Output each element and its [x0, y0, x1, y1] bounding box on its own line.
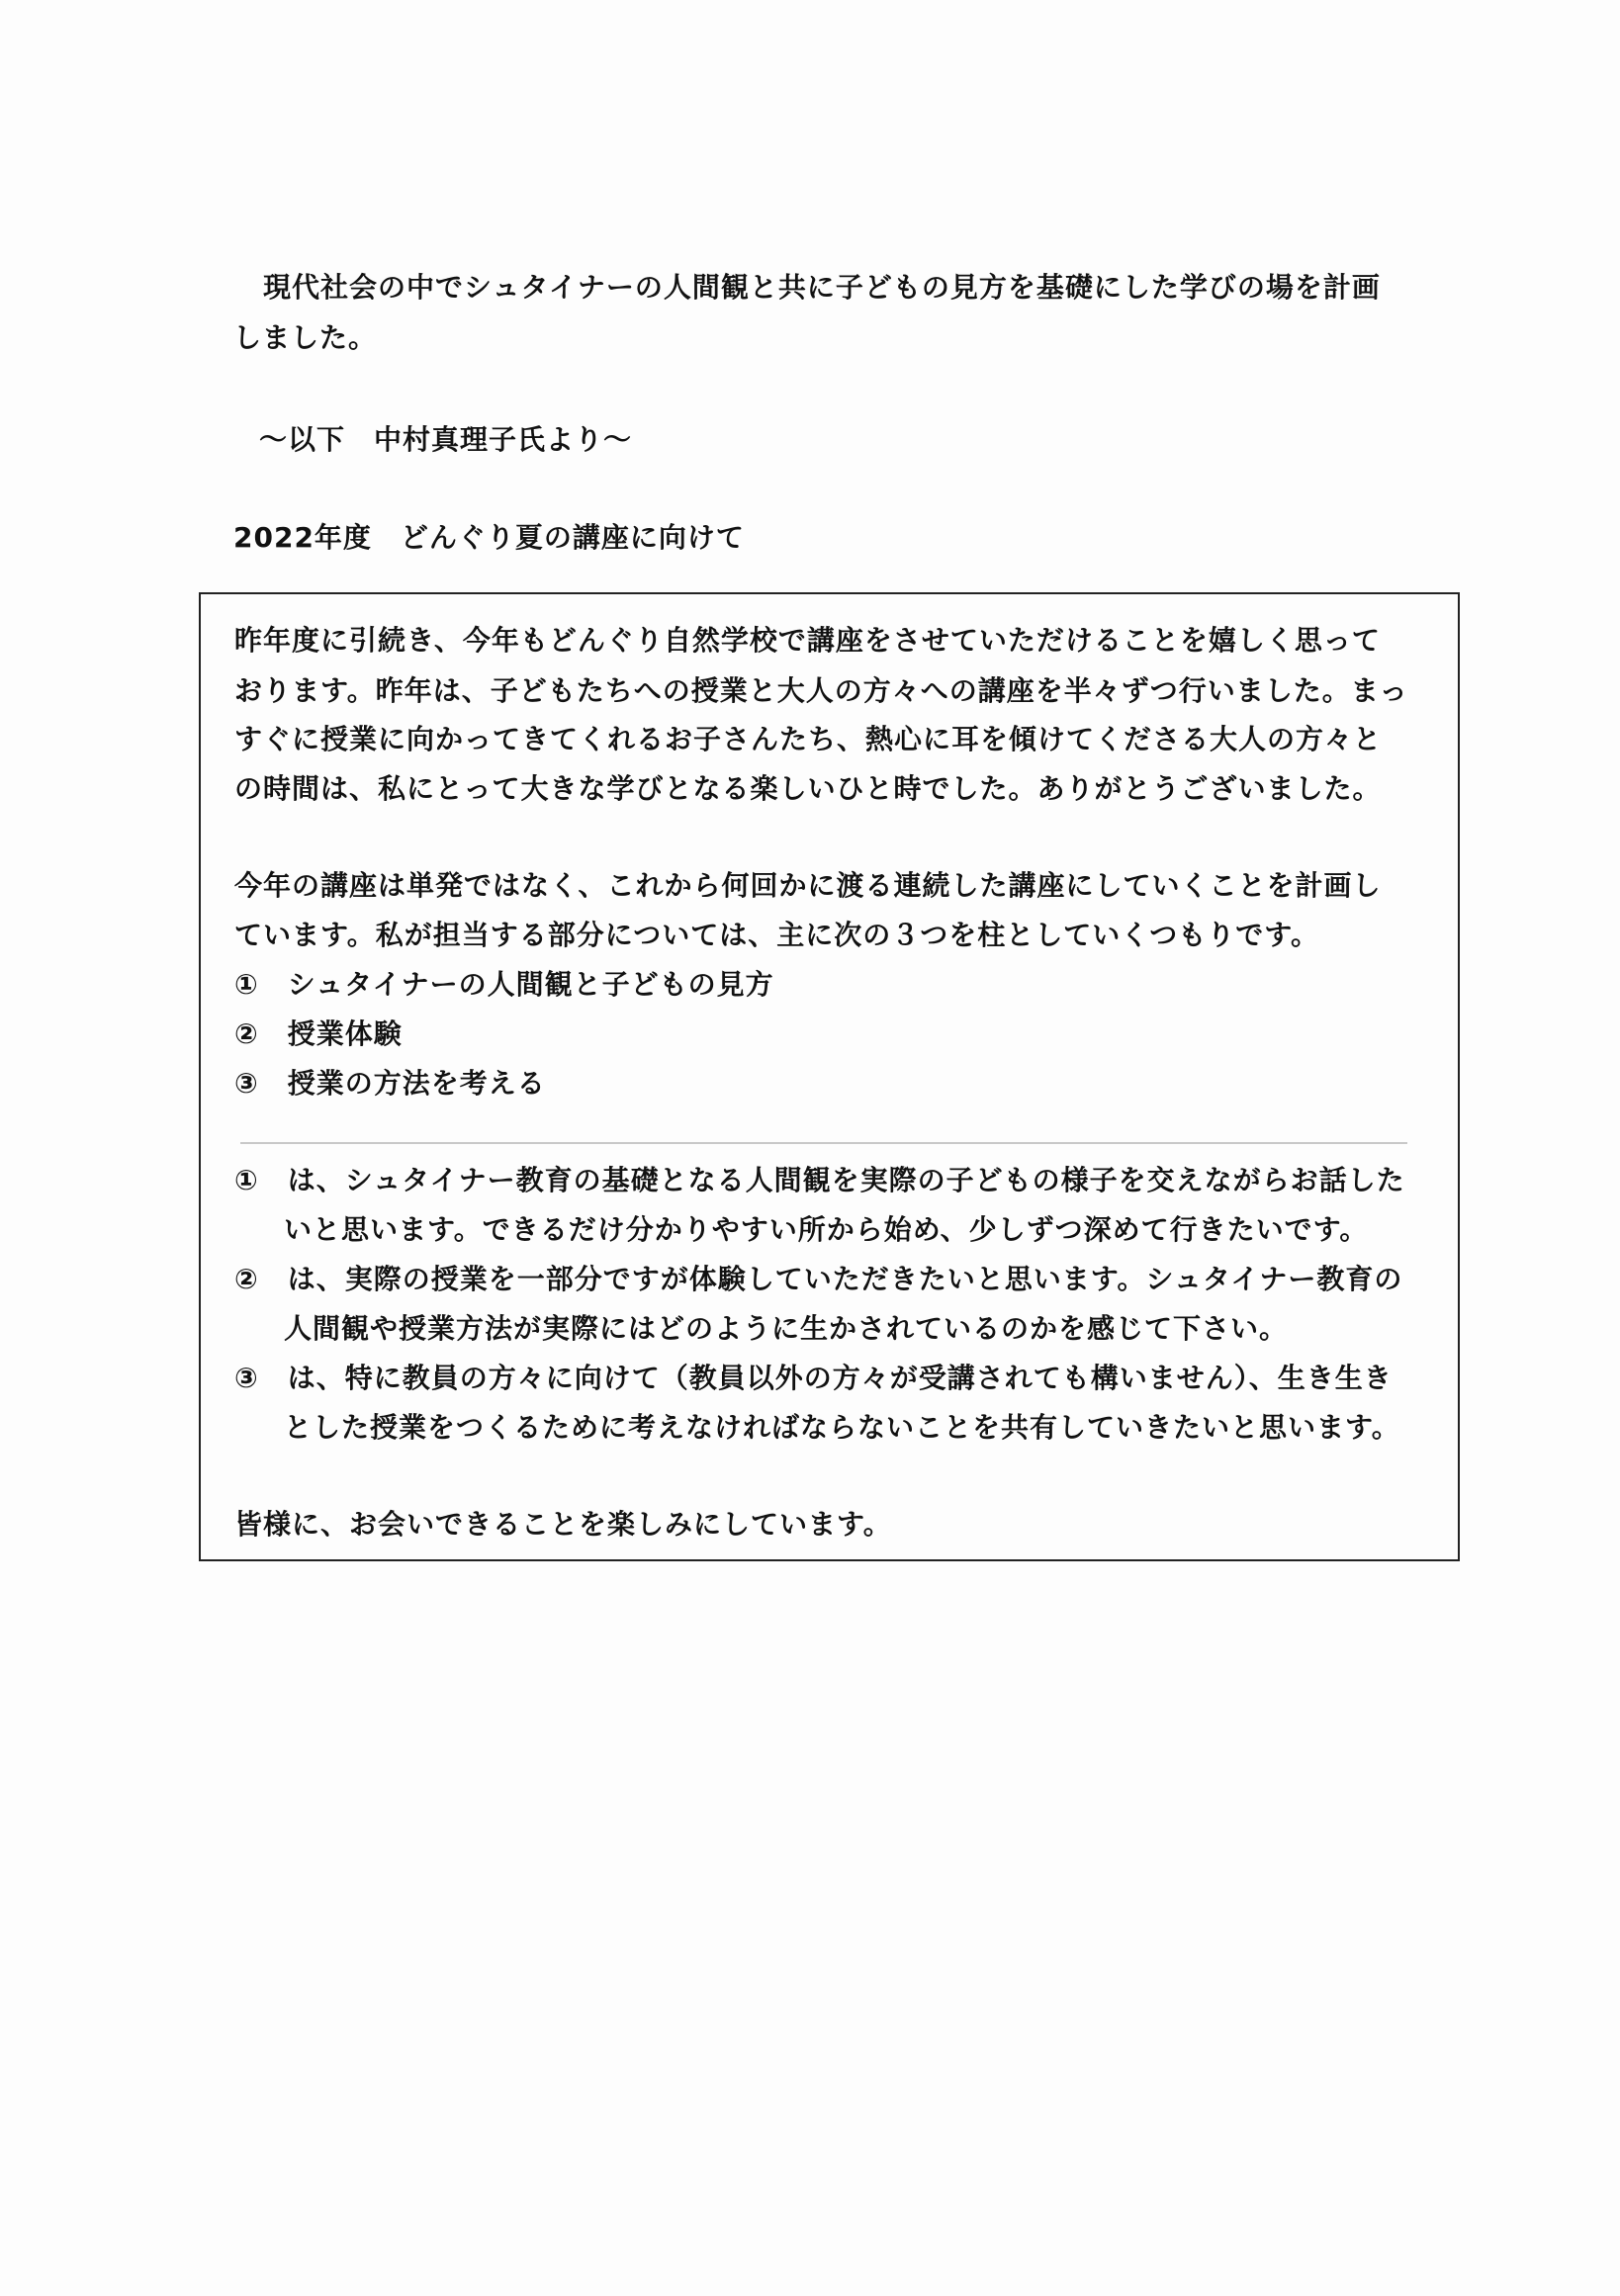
box-para2-line: 今年の講座は単発ではなく、これから何回かに渡る連続した講座にしていくことを計画し: [234, 869, 1382, 902]
box-para2-line: ています。私が担当する部分については、主に次の３つを柱としていくつもりです。: [234, 919, 1319, 951]
detail-line: ② は、実際の授業を一部分ですが体験していただきたいと思います。シュタイナー教育の: [234, 1263, 1403, 1295]
detail-line: いと思います。できるだけ分かりやすい所から始め、少しずつ深めて行きたいです。: [284, 1213, 1369, 1246]
box-para1-line: すぐに授業に向かってきてくれるお子さんたち、熱心に耳を傾けてくださる大人の方々と: [234, 723, 1383, 755]
message-box: [199, 592, 1460, 1561]
scan-artifact-line: [240, 1142, 1407, 1144]
detail-line: ③ は、特に教員の方々に向けて（教員以外の方々が受講されても構いません）、生き生き: [234, 1362, 1393, 1394]
box-para1-line: の時間は、私にとって大きな学びとなる楽しいひと時でした。ありがとうございました。: [234, 772, 1382, 805]
pillar-item: ② 授業体験: [234, 1017, 403, 1050]
attribution: 〜以下 中村真理子氏より〜: [259, 423, 633, 456]
closing-line: 皆様に、お会いできることを楽しみにしています。: [234, 1508, 892, 1541]
box-para1-line: おります。昨年は、子どもたちへの授業と大人の方々への講座を半々ずつ行いました。まっ: [234, 674, 1408, 707]
pillar-item: ① シュタイナーの人間観と子どもの見方: [234, 968, 774, 1001]
box-para1-line: 昨年度に引続き、今年もどんぐり自然学校で講座をさせていただけることを嬉しく思って: [234, 624, 1381, 657]
detail-line: とした授業をつくるために考えなければならないことを共有していきたいと思います。: [284, 1411, 1400, 1444]
pillar-item: ③ 授業の方法を考える: [234, 1067, 546, 1100]
intro-line-2: しました。: [233, 321, 378, 354]
section-heading: 2022年度 どんぐり夏の講座に向けて: [233, 521, 745, 554]
intro-line-1: 現代社会の中でシュタイナーの人間観と共に子どもの見方を基礎にした学びの場を計画: [263, 271, 1381, 304]
detail-line: ① は、シュタイナー教育の基礎となる人間観を実際の子どもの様子を交えながらお話した: [234, 1164, 1405, 1196]
detail-line: 人間観や授業方法が実際にはどのように生かされているのかを感じて下さい。: [284, 1312, 1289, 1345]
